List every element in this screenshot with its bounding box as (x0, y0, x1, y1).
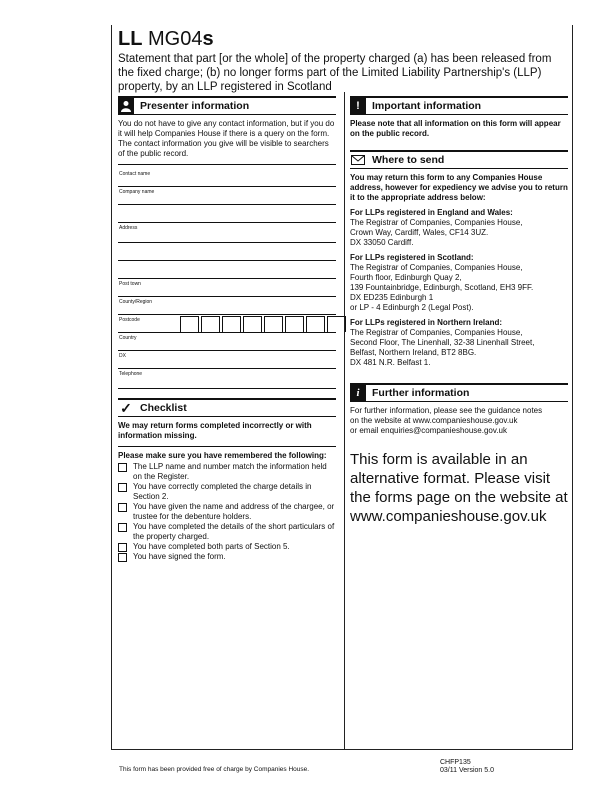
footer-version-text: 03/11 Version 5.0 (440, 767, 494, 774)
presenter-title: Presenter information (140, 100, 250, 112)
exclamation-icon: ! (350, 98, 366, 114)
checkbox[interactable] (118, 553, 127, 562)
checklist-item-text: You have completed both parts of Section 5. (133, 542, 290, 551)
frame-left-rule (111, 25, 112, 749)
ni-title: For LLPs registered in Northern Ireland: (350, 318, 503, 327)
dx-field[interactable] (118, 351, 336, 369)
telephone-label: Telephone (119, 371, 143, 377)
right-column (350, 96, 568, 526)
ew-line: The Registrar of Companies, Companies House, (350, 218, 523, 227)
postcode-box[interactable] (327, 316, 346, 332)
form-header (118, 28, 568, 94)
form-id (118, 28, 568, 50)
postcode-box[interactable] (285, 316, 304, 332)
address-field-2[interactable] (118, 243, 336, 261)
county-field[interactable] (118, 297, 336, 315)
footer-version (440, 759, 494, 775)
check-icon: ✓ (118, 400, 134, 416)
address-field[interactable] (118, 223, 336, 243)
form-code: MG04 (148, 28, 203, 50)
form-suffix: s (202, 28, 214, 50)
ew-line: Crown Way, Cardiff, Wales, CF14 3UZ. (350, 228, 489, 237)
footer-code: CHFP135 (440, 759, 471, 766)
checklist-title: Checklist (140, 402, 187, 414)
telephone-field[interactable] (118, 369, 336, 389)
sc-line: Fourth floor, Edinburgh Quay 2, (350, 273, 462, 282)
contact-name-label: Contact name (119, 171, 151, 177)
where-to-send-intro: You may return this form to any Companies House address, however for expediency we advise you to return it to the appropriate address below: (350, 173, 568, 202)
important-text: Please note that all information on this form will appear on the public record. (350, 119, 561, 138)
contact-name-field[interactable] (118, 169, 336, 187)
country-label: Country (119, 335, 137, 341)
postcode-boxes (178, 316, 346, 332)
postcode-field[interactable] (118, 315, 336, 333)
postcode-box[interactable] (222, 316, 241, 332)
important-title: Important information (372, 100, 482, 112)
presenter-intro: You do not have to give any contact information, but if you do it will help Companies House if there is a query on the form. The contact information you give will be visible to searchers of the public record. (118, 119, 335, 158)
further-title: Further information (372, 387, 470, 399)
further-section-header (350, 383, 568, 402)
county-label: County/Region (119, 299, 153, 305)
postcode-box[interactable] (180, 316, 199, 332)
checklist-item[interactable] (118, 502, 336, 522)
checkbox[interactable] (118, 523, 127, 532)
post-town-label: Post town (119, 281, 141, 287)
checklist-items (118, 462, 336, 562)
postcode-box[interactable] (306, 316, 325, 332)
divider (118, 164, 336, 165)
checklist-item[interactable] (118, 542, 336, 552)
form-prefix: LL (118, 28, 143, 50)
ew-line: DX 33050 Cardiff. (350, 238, 414, 247)
postcode-label: Postcode (119, 317, 140, 323)
ni-line: Belfast, Northern Ireland, BT2 8BG. (350, 348, 477, 357)
frame-bottom-rule (111, 749, 573, 750)
checklist-item[interactable] (118, 462, 336, 482)
address-label: Address (119, 225, 138, 231)
post-town-field[interactable] (118, 279, 336, 297)
frame-right-rule (572, 25, 573, 749)
checklist-item-text: The LLP name and number match the information held on the Register. (133, 462, 327, 481)
where-to-send-title: Where to send (372, 154, 445, 166)
sc-line: or LP - 4 Edinburgh 2 (Legal Post). (350, 303, 474, 312)
checklist-item-text: You have completed the details of the short particulars of the property charged. (133, 522, 335, 541)
checkbox[interactable] (118, 483, 127, 492)
checklist-warning: We may return forms completed incorrectly or with information missing. (118, 421, 312, 440)
envelope-icon (350, 152, 366, 168)
company-name-field[interactable] (118, 187, 336, 205)
form-subtitle: Statement that part [or the whole] of the property charged (a) has been released from the fixed charge; (b) no longer forms part of the Limited Liability Partnership's (LLP) property, by an LLP registered in Scotland (118, 53, 552, 93)
further-text-2: on the website at www.companieshouse.gov.uk (350, 416, 518, 425)
postcode-box[interactable] (264, 316, 283, 332)
person-icon (118, 98, 134, 114)
divider (118, 446, 336, 447)
checkbox[interactable] (118, 503, 127, 512)
where-to-send-section-header (350, 150, 568, 169)
postcode-box[interactable] (243, 316, 262, 332)
sc-line: DX ED235 Edinburgh 1 (350, 293, 434, 302)
checklist-item[interactable] (118, 552, 336, 562)
alt-format-notice: This form is available in an alternative format. Please visit the forms page on the website at www.companieshouse.gov.uk (350, 451, 568, 525)
important-section-header (350, 96, 568, 115)
address-field-3[interactable] (118, 261, 336, 279)
dx-label: DX (119, 353, 126, 359)
column-divider (344, 92, 345, 749)
ew-title: For LLPs registered in England and Wales: (350, 208, 513, 217)
checklist-section-header (118, 398, 336, 417)
checklist-item-text: You have given the name and address of the chargee, or trustee for the debenture holders. (133, 502, 335, 521)
ni-line: Second Floor, The Linenhall, 32-38 Linenhall Street, (350, 338, 535, 347)
ni-line: DX 481 N.R. Belfast 1. (350, 358, 431, 367)
checklist-item-text: You have correctly completed the charge details in Section 2. (133, 482, 312, 501)
sc-line: The Registrar of Companies, Companies House, (350, 263, 523, 272)
info-icon: i (350, 385, 366, 401)
country-field[interactable] (118, 333, 336, 351)
further-text-1: For further information, please see the guidance notes (350, 406, 543, 415)
further-text-3: or email enquiries@companieshouse.gov.uk (350, 426, 507, 435)
sc-line: 139 Fountainbridge, Edinburgh, Scotland, EH3 9FF. (350, 283, 534, 292)
checklist-item-text: You have signed the form. (133, 552, 226, 561)
checklist-remember: Please make sure you have remembered the following: (118, 451, 327, 460)
checkbox[interactable] (118, 543, 127, 552)
checklist-item[interactable] (118, 482, 336, 502)
sc-title: For LLPs registered in Scotland: (350, 253, 474, 262)
left-column (118, 96, 336, 562)
company-name-field-2[interactable] (118, 205, 336, 223)
checklist-item[interactable] (118, 522, 336, 542)
postcode-box[interactable] (201, 316, 220, 332)
footer-note: This form has been provided free of charge by Companies House. (119, 766, 310, 773)
checkbox[interactable] (118, 463, 127, 472)
presenter-section-header (118, 96, 336, 115)
company-name-label: Company name (119, 189, 155, 195)
ni-line: The Registrar of Companies, Companies House, (350, 328, 523, 337)
